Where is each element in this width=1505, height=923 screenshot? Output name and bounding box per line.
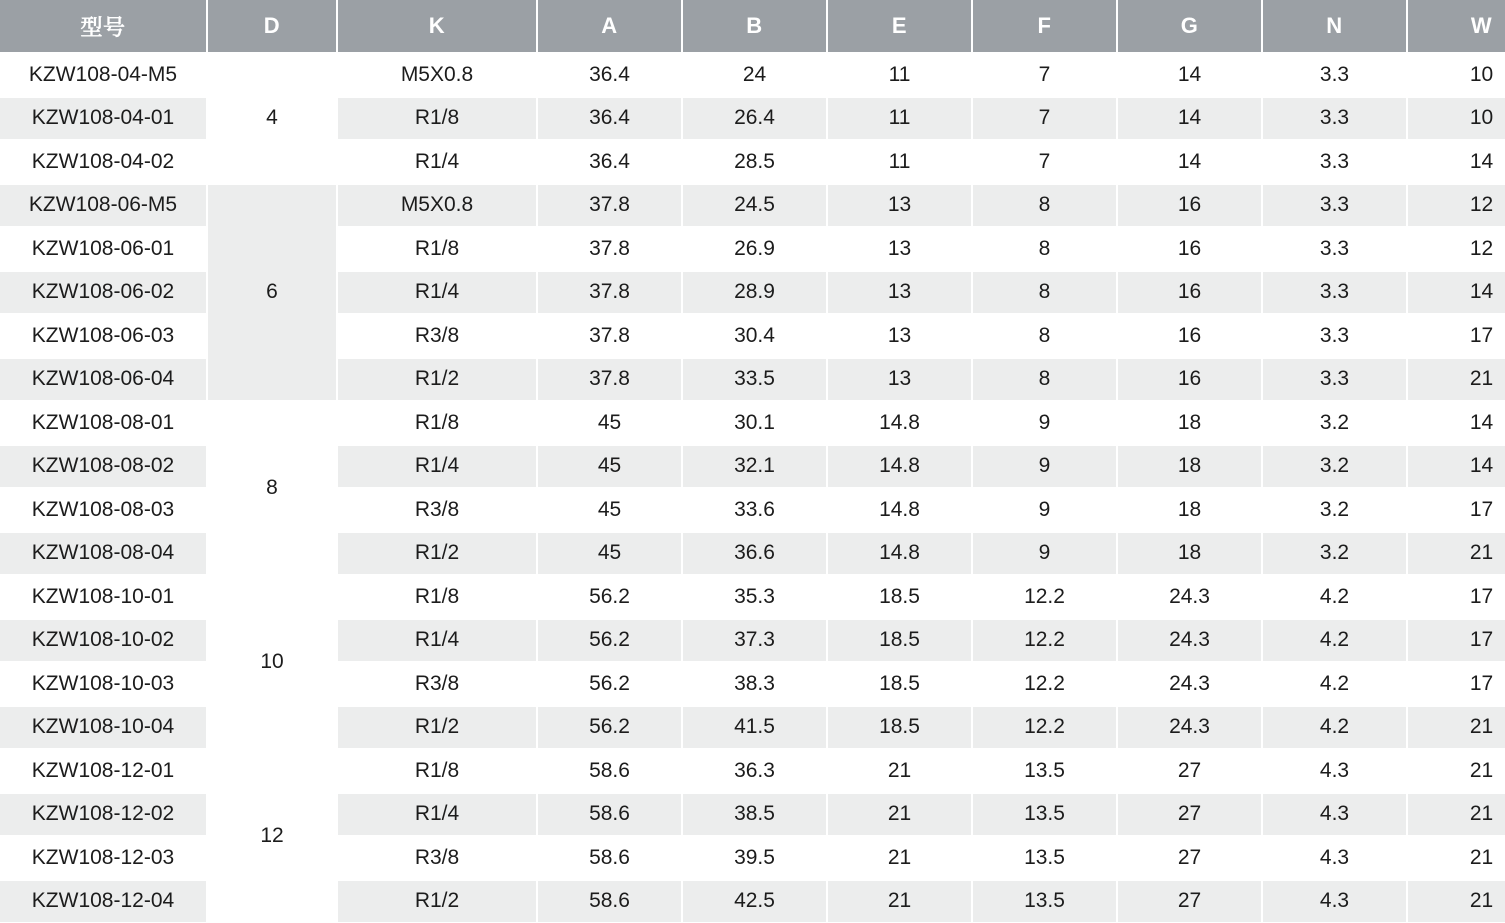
cell-e: 21 <box>827 836 972 880</box>
cell-n: 3.3 <box>1262 227 1407 271</box>
cell-model: KZW108-04-02 <box>0 140 207 184</box>
cell-model: KZW108-12-02 <box>0 793 207 837</box>
cell-f: 13.5 <box>972 749 1117 793</box>
cell-f: 7 <box>972 97 1117 141</box>
cell-b: 26.9 <box>682 227 827 271</box>
cell-g: 14 <box>1117 53 1262 97</box>
cell-e: 13 <box>827 227 972 271</box>
cell-n: 4.3 <box>1262 836 1407 880</box>
cell-b: 30.1 <box>682 401 827 445</box>
cell-f: 13.5 <box>972 880 1117 923</box>
cell-n: 3.2 <box>1262 445 1407 489</box>
cell-n: 3.3 <box>1262 271 1407 315</box>
cell-w: 14 <box>1407 271 1505 315</box>
column-header-f: F <box>972 0 1117 53</box>
cell-n: 3.3 <box>1262 314 1407 358</box>
cell-w: 21 <box>1407 706 1505 750</box>
cell-w: 17 <box>1407 662 1505 706</box>
cell-model: KZW108-12-03 <box>0 836 207 880</box>
cell-g: 18 <box>1117 445 1262 489</box>
cell-g: 14 <box>1117 97 1262 141</box>
cell-n: 4.2 <box>1262 619 1407 663</box>
cell-g: 16 <box>1117 271 1262 315</box>
cell-b: 36.3 <box>682 749 827 793</box>
cell-n: 3.2 <box>1262 401 1407 445</box>
cell-f: 13.5 <box>972 793 1117 837</box>
cell-a: 37.8 <box>537 271 682 315</box>
cell-f: 9 <box>972 488 1117 532</box>
cell-k: R1/8 <box>337 401 537 445</box>
cell-e: 14.8 <box>827 532 972 576</box>
cell-g: 18 <box>1117 488 1262 532</box>
cell-model: KZW108-10-04 <box>0 706 207 750</box>
cell-k: M5X0.8 <box>337 53 537 97</box>
header-row <box>0 0 1505 53</box>
column-header-a: A <box>537 0 682 53</box>
cell-k: R3/8 <box>337 314 537 358</box>
table-body <box>0 53 1505 922</box>
cell-k: R1/2 <box>337 532 537 576</box>
cell-d-group: 4 <box>207 53 337 184</box>
cell-e: 13 <box>827 314 972 358</box>
cell-a: 58.6 <box>537 749 682 793</box>
cell-b: 24.5 <box>682 184 827 228</box>
cell-f: 7 <box>972 140 1117 184</box>
cell-e: 11 <box>827 140 972 184</box>
table-row <box>0 401 1505 445</box>
cell-f: 12.2 <box>972 706 1117 750</box>
column-header-k: K <box>337 0 537 53</box>
cell-a: 37.8 <box>537 227 682 271</box>
cell-k: R1/2 <box>337 880 537 923</box>
cell-k: R1/8 <box>337 749 537 793</box>
cell-k: R1/4 <box>337 140 537 184</box>
cell-e: 13 <box>827 184 972 228</box>
cell-k: M5X0.8 <box>337 184 537 228</box>
cell-b: 28.9 <box>682 271 827 315</box>
cell-g: 27 <box>1117 836 1262 880</box>
cell-n: 3.3 <box>1262 140 1407 184</box>
cell-f: 8 <box>972 271 1117 315</box>
cell-a: 56.2 <box>537 619 682 663</box>
cell-a: 37.8 <box>537 358 682 402</box>
cell-w: 10 <box>1407 97 1505 141</box>
cell-w: 14 <box>1407 445 1505 489</box>
cell-f: 13.5 <box>972 836 1117 880</box>
cell-f: 9 <box>972 532 1117 576</box>
cell-b: 24 <box>682 53 827 97</box>
cell-model: KZW108-06-03 <box>0 314 207 358</box>
cell-n: 4.3 <box>1262 880 1407 923</box>
cell-w: 21 <box>1407 880 1505 923</box>
cell-w: 21 <box>1407 836 1505 880</box>
cell-model: KZW108-04-M5 <box>0 53 207 97</box>
cell-g: 27 <box>1117 880 1262 923</box>
cell-a: 45 <box>537 488 682 532</box>
cell-model: KZW108-06-M5 <box>0 184 207 228</box>
cell-n: 4.2 <box>1262 662 1407 706</box>
cell-g: 18 <box>1117 532 1262 576</box>
cell-b: 32.1 <box>682 445 827 489</box>
column-header-d: D <box>207 0 337 53</box>
cell-a: 58.6 <box>537 836 682 880</box>
table-header <box>0 0 1505 53</box>
cell-w: 17 <box>1407 314 1505 358</box>
cell-model: KZW108-06-04 <box>0 358 207 402</box>
cell-b: 38.5 <box>682 793 827 837</box>
cell-k: R1/4 <box>337 619 537 663</box>
cell-f: 8 <box>972 314 1117 358</box>
cell-a: 56.2 <box>537 575 682 619</box>
cell-w: 21 <box>1407 532 1505 576</box>
cell-f: 8 <box>972 227 1117 271</box>
cell-model: KZW108-12-01 <box>0 749 207 793</box>
cell-e: 11 <box>827 53 972 97</box>
cell-k: R1/4 <box>337 445 537 489</box>
cell-w: 21 <box>1407 358 1505 402</box>
cell-model: KZW108-08-01 <box>0 401 207 445</box>
cell-k: R1/8 <box>337 575 537 619</box>
cell-a: 36.4 <box>537 53 682 97</box>
column-header-w: W <box>1407 0 1505 53</box>
cell-e: 18.5 <box>827 575 972 619</box>
cell-n: 4.2 <box>1262 575 1407 619</box>
cell-b: 39.5 <box>682 836 827 880</box>
cell-a: 56.2 <box>537 706 682 750</box>
cell-a: 45 <box>537 445 682 489</box>
cell-a: 58.6 <box>537 793 682 837</box>
cell-f: 12.2 <box>972 619 1117 663</box>
cell-a: 56.2 <box>537 662 682 706</box>
cell-e: 18.5 <box>827 619 972 663</box>
cell-e: 18.5 <box>827 706 972 750</box>
cell-d-group: 10 <box>207 575 337 749</box>
cell-w: 17 <box>1407 575 1505 619</box>
column-header-g: G <box>1117 0 1262 53</box>
column-header-b: B <box>682 0 827 53</box>
cell-d-group: 6 <box>207 184 337 402</box>
cell-model: KZW108-08-03 <box>0 488 207 532</box>
cell-g: 24.3 <box>1117 619 1262 663</box>
cell-e: 21 <box>827 749 972 793</box>
cell-g: 24.3 <box>1117 575 1262 619</box>
cell-w: 12 <box>1407 227 1505 271</box>
table-row <box>0 53 1505 97</box>
table-row <box>0 575 1505 619</box>
cell-k: R1/8 <box>337 97 537 141</box>
cell-model: KZW108-06-02 <box>0 271 207 315</box>
cell-b: 33.6 <box>682 488 827 532</box>
cell-e: 11 <box>827 97 972 141</box>
cell-k: R1/4 <box>337 793 537 837</box>
cell-g: 24.3 <box>1117 662 1262 706</box>
cell-g: 16 <box>1117 227 1262 271</box>
cell-e: 18.5 <box>827 662 972 706</box>
cell-n: 3.3 <box>1262 184 1407 228</box>
cell-k: R1/2 <box>337 358 537 402</box>
table-row <box>0 749 1505 793</box>
cell-g: 18 <box>1117 401 1262 445</box>
cell-w: 10 <box>1407 53 1505 97</box>
cell-a: 45 <box>537 532 682 576</box>
cell-a: 58.6 <box>537 880 682 923</box>
cell-g: 27 <box>1117 749 1262 793</box>
cell-a: 45 <box>537 401 682 445</box>
cell-e: 13 <box>827 358 972 402</box>
cell-f: 7 <box>972 53 1117 97</box>
cell-w: 17 <box>1407 619 1505 663</box>
cell-model: KZW108-12-04 <box>0 880 207 923</box>
cell-d-group: 8 <box>207 401 337 575</box>
cell-w: 21 <box>1407 749 1505 793</box>
cell-n: 4.2 <box>1262 706 1407 750</box>
cell-k: R1/2 <box>337 706 537 750</box>
cell-a: 36.4 <box>537 97 682 141</box>
cell-g: 16 <box>1117 358 1262 402</box>
cell-b: 26.4 <box>682 97 827 141</box>
cell-f: 9 <box>972 401 1117 445</box>
cell-k: R1/4 <box>337 271 537 315</box>
cell-a: 37.8 <box>537 314 682 358</box>
column-header-model: 型号 <box>0 0 207 53</box>
table-row <box>0 184 1505 228</box>
cell-g: 16 <box>1117 184 1262 228</box>
cell-n: 4.3 <box>1262 793 1407 837</box>
cell-w: 14 <box>1407 140 1505 184</box>
cell-model: KZW108-08-04 <box>0 532 207 576</box>
cell-f: 8 <box>972 184 1117 228</box>
cell-model: KZW108-10-02 <box>0 619 207 663</box>
cell-model: KZW108-04-01 <box>0 97 207 141</box>
cell-d-group: 12 <box>207 749 337 922</box>
cell-model: KZW108-08-02 <box>0 445 207 489</box>
cell-model: KZW108-06-01 <box>0 227 207 271</box>
cell-a: 36.4 <box>537 140 682 184</box>
cell-b: 36.6 <box>682 532 827 576</box>
cell-n: 3.2 <box>1262 488 1407 532</box>
cell-f: 8 <box>972 358 1117 402</box>
cell-b: 41.5 <box>682 706 827 750</box>
cell-n: 3.3 <box>1262 358 1407 402</box>
cell-f: 12.2 <box>972 575 1117 619</box>
cell-w: 14 <box>1407 401 1505 445</box>
cell-k: R3/8 <box>337 662 537 706</box>
cell-k: R1/8 <box>337 227 537 271</box>
cell-b: 33.5 <box>682 358 827 402</box>
cell-b: 28.5 <box>682 140 827 184</box>
cell-a: 37.8 <box>537 184 682 228</box>
cell-n: 3.3 <box>1262 97 1407 141</box>
cell-f: 9 <box>972 445 1117 489</box>
column-header-e: E <box>827 0 972 53</box>
cell-e: 21 <box>827 880 972 923</box>
cell-n: 3.2 <box>1262 532 1407 576</box>
cell-b: 37.3 <box>682 619 827 663</box>
cell-b: 38.3 <box>682 662 827 706</box>
cell-e: 14.8 <box>827 488 972 532</box>
cell-f: 12.2 <box>972 662 1117 706</box>
cell-g: 16 <box>1117 314 1262 358</box>
cell-e: 13 <box>827 271 972 315</box>
cell-k: R3/8 <box>337 488 537 532</box>
cell-model: KZW108-10-01 <box>0 575 207 619</box>
cell-e: 14.8 <box>827 445 972 489</box>
cell-w: 17 <box>1407 488 1505 532</box>
cell-n: 3.3 <box>1262 53 1407 97</box>
cell-model: KZW108-10-03 <box>0 662 207 706</box>
cell-g: 27 <box>1117 793 1262 837</box>
cell-g: 14 <box>1117 140 1262 184</box>
cell-k: R3/8 <box>337 836 537 880</box>
cell-n: 4.3 <box>1262 749 1407 793</box>
cell-w: 12 <box>1407 184 1505 228</box>
cell-g: 24.3 <box>1117 706 1262 750</box>
cell-e: 14.8 <box>827 401 972 445</box>
cell-b: 35.3 <box>682 575 827 619</box>
cell-b: 42.5 <box>682 880 827 923</box>
cell-e: 21 <box>827 793 972 837</box>
column-header-n: N <box>1262 0 1407 53</box>
cell-w: 21 <box>1407 793 1505 837</box>
cell-b: 30.4 <box>682 314 827 358</box>
